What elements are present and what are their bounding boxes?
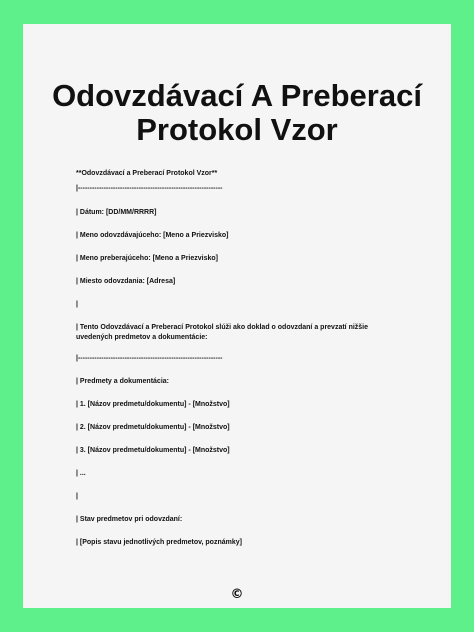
document-page <box>23 24 451 608</box>
item-line-1: | 1. [Názov predmetu/dokumentu] - [Množstvo] <box>76 401 230 408</box>
document-title: Odovzdávací A Preberací Protokol Vzor <box>52 78 422 147</box>
item-line-3: | 3. [Názov predmetu/dokumentu] - [Množstvo] <box>76 447 230 454</box>
handover-place-line: | Miesto odovzdania: [Adresa] <box>76 278 176 285</box>
blank-line: | <box>76 301 78 308</box>
item-ellipsis-line: | ... <box>76 470 86 477</box>
condition-heading: | Stav predmetov pri odovzdaní: <box>76 516 183 523</box>
condition-description: | [Popis stavu jednotlivých predmetov, poznámky] <box>76 539 242 546</box>
item-line-2: | 2. [Názov predmetu/dokumentu] - [Množstvo] <box>76 424 230 431</box>
separator-line: |-------------------------------------------------------------- <box>76 185 223 192</box>
protocol-heading: **Odovzdávací a Preberací Protokol Vzor** <box>76 170 218 177</box>
blank-line: | <box>76 493 78 500</box>
copyright-icon: © <box>230 587 244 602</box>
date-line: | Dátum: [DD/MM/RRRR] <box>76 209 157 216</box>
purpose-paragraph: | Tento Odovzdávací a Preberací Protokol slúži ako doklad o odovzdaní a prevzatí nižšie uvedených predmetov a dokumentácie: <box>76 324 370 341</box>
separator-line: |-------------------------------------------------------------- <box>76 355 223 362</box>
receiver-person-line: | Meno preberajúceho: [Meno a Priezvisko] <box>76 255 218 262</box>
handover-person-line: | Meno odovzdávajúceho: [Meno a Priezvisko] <box>76 232 229 239</box>
items-heading: | Predmety a dokumentácia: <box>76 378 169 385</box>
